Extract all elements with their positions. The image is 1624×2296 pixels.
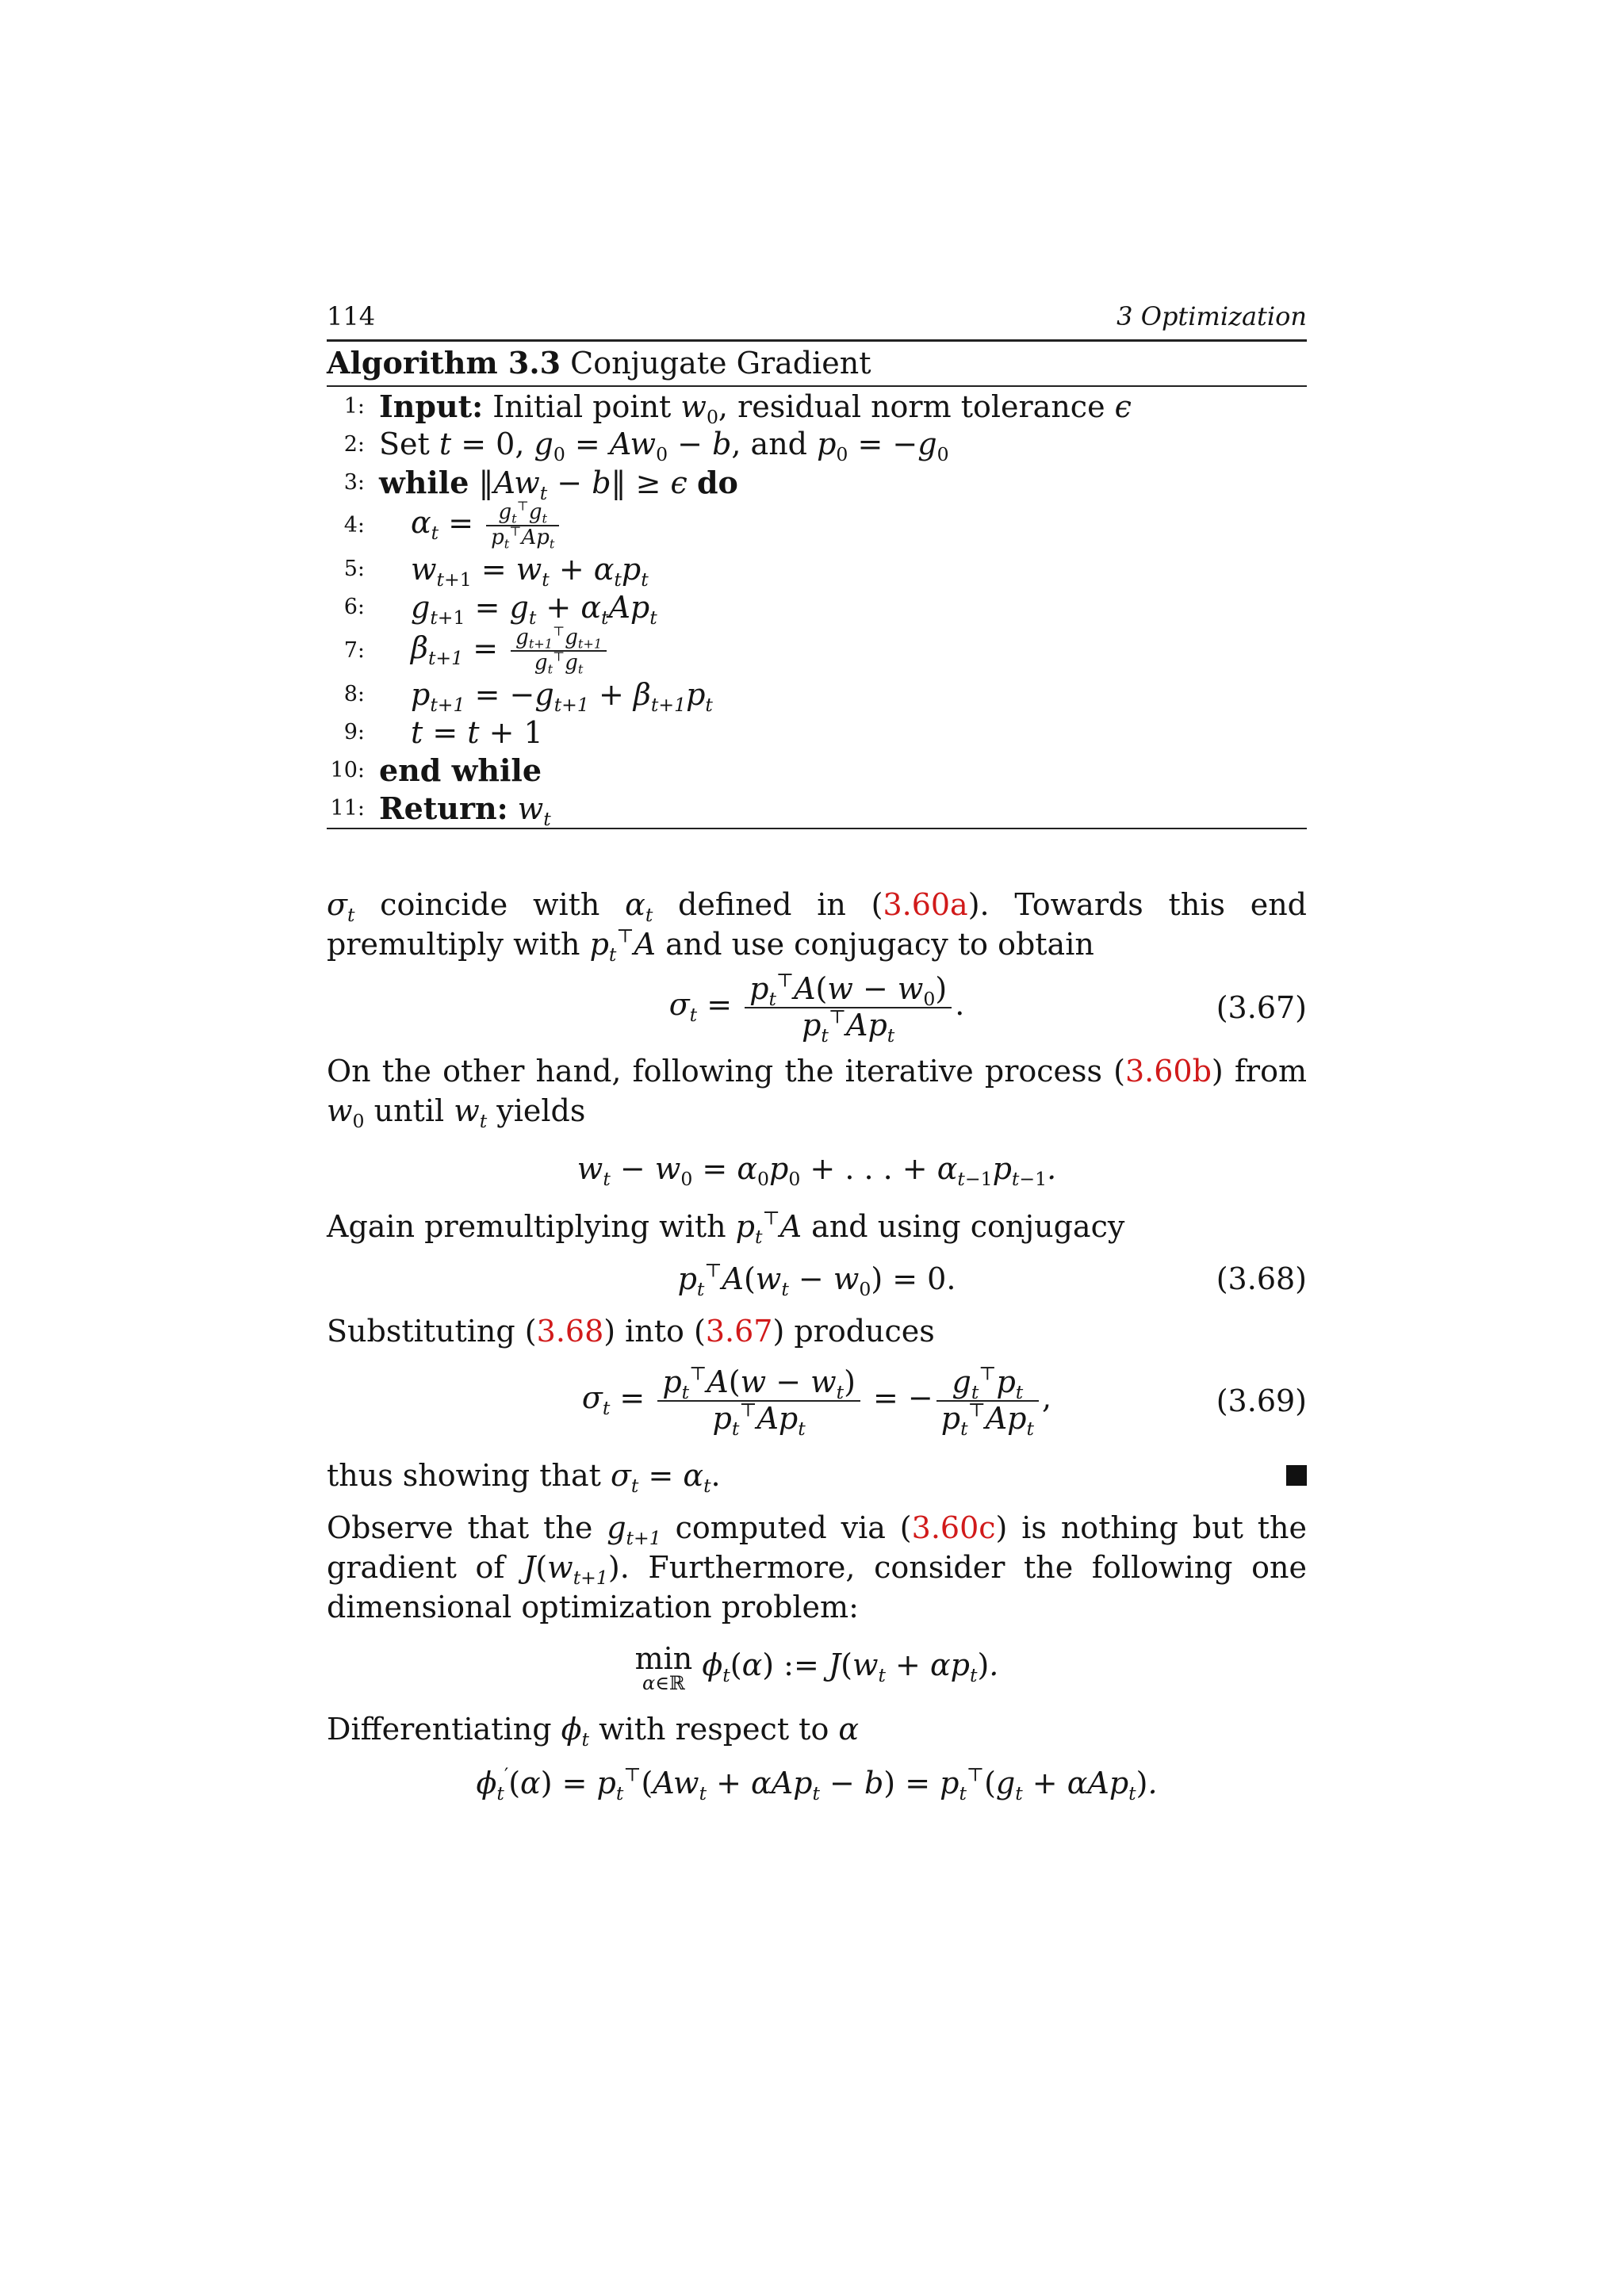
text: computed via ( [661, 1510, 912, 1545]
text: ) produces [772, 1313, 935, 1349]
equation-3-69: $\sigma_t$ = $\frac{p_t^⊤A(w - w_t)}{p_t^⊤Ap_t}$ = − $\frac{g_t^⊤p_t}{p_t^⊤Ap_t}$ , (3.69) [581, 1362, 1307, 1440]
algorithm-box [327, 339, 1307, 829]
keyword-end-while: end while [379, 752, 542, 789]
equation-wt-expansion: $w_t - w_0 = \alpha_0p_0$ + . . . + $\alpha_{t-1}p_{t-1}$. [576, 1150, 1057, 1190]
line-number: 7: [343, 638, 365, 664]
text: yields [487, 1093, 586, 1128]
ref-link-3-60c[interactable]: 3.60c [911, 1510, 996, 1545]
algorithm-line-7: 7: $\beta_{t+1}$ = $\frac{g_{t+1}^⊤g_{t+1}}{g_t^⊤g_t}$ [327, 626, 1307, 675]
ref-link-3-68[interactable]: 3.68 [536, 1313, 604, 1349]
algorithm-line-9: 9: t = t + 1 [327, 714, 1307, 752]
algorithm-line-10 [327, 752, 1307, 790]
text: coincide with [354, 886, 626, 922]
text: Differentiating [327, 1711, 561, 1747]
line-number: 11: [330, 796, 365, 821]
page [327, 301, 1307, 1817]
algorithm-label: Algorithm 3.3 [327, 345, 561, 381]
equation-3-67: $\sigma_t$ = $\frac{p_t^⊤A(w - w_0)}{p_t^⊤Ap_t}$ . (3.67) [668, 969, 1307, 1047]
chapter-title: 3 Optimization [1116, 301, 1307, 331]
text: and using conjugacy [802, 1208, 1125, 1244]
line-number: 3: [343, 469, 365, 495]
algorithm-line-11: 11: Return: $w_t$ [327, 790, 1307, 828]
text: Initial point [483, 388, 681, 424]
equation-3-68: $p_t^⊤A(w_t - w_0) = 0$. (3.68) [677, 1259, 1307, 1300]
text: Observe that the [327, 1510, 607, 1545]
text: , and [731, 427, 818, 461]
text: ) from [1211, 1053, 1307, 1089]
keyword-input: Input: [379, 388, 484, 424]
keyword-return: Return: [379, 790, 508, 827]
text: ) is nothing but the gradient of [327, 1510, 1307, 1585]
line-number: 4: [343, 513, 365, 538]
paragraph-1: $\sigma_t$ coincide with $\alpha_t$ defined in (3.60a). Towards this end premultiply with $p_t^⊤A$ and use conjugacy to obtain [327, 886, 1307, 966]
text: until [364, 1093, 454, 1128]
equation-number: (3.69) [1216, 1383, 1307, 1418]
algorithm-line-4: 4: $\alpha_t$ = $\frac{g_t^⊤g_t}{p_t^⊤Ap_t}$ [327, 501, 1307, 550]
algorithm-line-3: 3: while $‖Aw_t$ − b‖ ≥ ϵ do [327, 463, 1307, 501]
algorithm-title [327, 342, 1307, 387]
line-number: 8: [343, 682, 365, 707]
text: On the other hand, following the iterative process ( [327, 1053, 1125, 1089]
text: , residual norm tolerance [718, 388, 1115, 424]
paragraph-3: Again premultiplying with $p_t^⊤A$ and using conjugacy [327, 1207, 1125, 1248]
paragraph-5: thus showing that $\sigma_t = \alpha_t$. [327, 1456, 1307, 1495]
algorithm-name: Conjugate Gradient [570, 346, 871, 381]
text: with respect to [589, 1711, 839, 1747]
paragraph-2: On the other hand, following the iterative process (3.60b) from $w_0$ until $w_t$ yields [327, 1053, 1307, 1132]
equation-number: (3.68) [1216, 1261, 1307, 1296]
algorithm-line-5: 5: $w_{t+1} = w_t + \alpha_tp_t$ [327, 550, 1307, 588]
fraction: $\frac{p_t^⊤A(w - w_t)}{p_t^⊤Ap_t}$ [657, 1365, 860, 1436]
line-number: 6: [343, 595, 365, 620]
text: Again premultiplying with [327, 1208, 736, 1244]
running-header [327, 301, 1307, 339]
fraction: $\frac{g_{t+1}^⊤g_{t+1}}{g_t^⊤g_t}$ [511, 626, 607, 675]
text: thus showing that [327, 1457, 611, 1493]
ref-link-3-60b[interactable]: 3.60b [1124, 1053, 1212, 1089]
line-number: 9: [343, 720, 365, 745]
text: Set [379, 427, 439, 461]
text: defined in ( [653, 886, 883, 922]
text: and use conjugacy to obtain [656, 926, 1094, 962]
page-number: 114 [327, 301, 376, 331]
fraction: $\frac{g_t^⊤g_t}{p_t^⊤Ap_t}$ [486, 501, 559, 550]
paragraph-6: Observe that the $g_{t+1}$ computed via (3.60c) is nothing but the gradient of $J(w_{t+1})$. Furthermore, consider the following one dimensional optimization problem: [327, 1510, 1307, 1624]
equation-number: (3.67) [1216, 989, 1307, 1025]
keyword-while: while [379, 464, 469, 500]
qed-square-icon [1286, 1465, 1307, 1486]
paragraph-4 [327, 1311, 1307, 1351]
fraction: $\frac{p_t^⊤A(w - w_0)}{p_t^⊤Ap_t}$ [745, 972, 952, 1043]
fraction: $\frac{g_t^⊤p_t}{p_t^⊤Ap_t}$ [936, 1365, 1039, 1436]
line-number: 1: [343, 393, 365, 419]
line-number: 2: [343, 431, 365, 457]
algorithm-line-6: 6: $g_{t+1} = g_t + \alpha_tAp_t$ [327, 588, 1307, 626]
algorithm-line-8: 8: $p_{t+1} = -g_{t+1} + \beta_{t+1}p_t$ [327, 675, 1307, 714]
ref-link-3-67[interactable]: 3.67 [705, 1313, 773, 1349]
text: ) into ( [603, 1313, 706, 1349]
text: Substituting ( [327, 1313, 537, 1349]
line-number: 10: [330, 758, 365, 783]
ref-link-3-60a[interactable]: 3.60a [883, 886, 968, 922]
paragraph-7: Differentiating $\phi_t$ with respect to α [327, 1711, 860, 1751]
algorithm-line-2: 2: Set t = 0, $g_0 = Aw_0 - b$, and $p_0 = -g_0$ [327, 425, 1307, 463]
algorithm-line-1: 1: Input: Initial point $w_0$, residual norm tolerance ϵ [327, 387, 1307, 425]
text: . Furthermore, consider the following one dimensional optimization problem: [327, 1549, 1307, 1624]
equation-phi-derivative: $\phi_t'(\alpha) = p_t^⊤(Aw_t + \alpha Ap_t - b) = p_t^⊤(g_t + \alpha Ap_t)$. [476, 1763, 1158, 1804]
equation-min-phi: min α∈ℝ $\phi_t(\alpha)$ := $J(w_t + \alpha p_t)$. [634, 1640, 999, 1694]
keyword-do: do [696, 464, 738, 500]
text: ). Towards this end premultiply with [327, 886, 1307, 962]
line-number: 5: [343, 557, 365, 582]
